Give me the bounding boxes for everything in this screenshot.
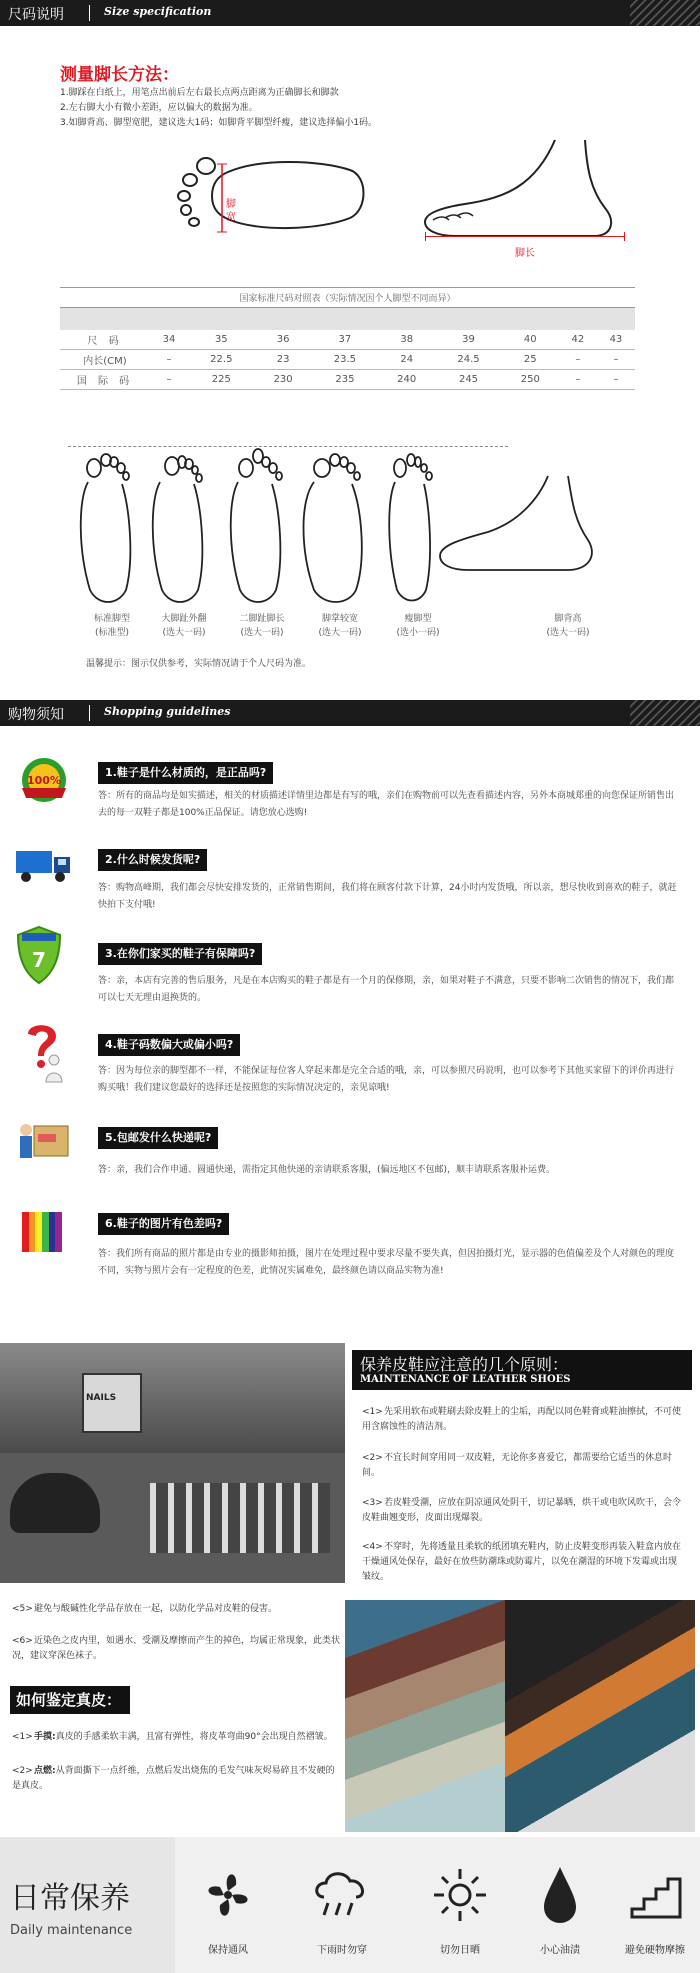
foot-type-wide: 脚掌较宽 (选大一码) [318, 614, 362, 638]
stairs-icon [628, 1869, 684, 1921]
care-rule-4: <4>不穿时，先将透量且柔软的纸团填充鞋内，防止皮鞋变形再装入鞋盒内放在干燥通风处保存，最好在放些防潮珠或防霉片，以免在潮湿的环境下发霉或出现皱纹。 [362, 1542, 682, 1582]
foot-side-illustration [415, 130, 635, 250]
size-table [60, 287, 635, 390]
qa-answer-2: 答：购物高峰期，我们都会尽快安排发货的，正常销售期间，我们将在顾客付款下计算，24小时内发货哦，所以亲，想尽快收到喜欢的鞋子，就赶快拍下支付哦! [98, 883, 677, 910]
size-header-cn: 尺码说明 [8, 7, 64, 23]
measure-steps [60, 86, 660, 131]
measure-step-3: 3.如脚背高、脚型宽肥，建议选大1码；如脚背平脚型纤瘦，建议选择偏小1码。 [60, 118, 378, 128]
care-rule-3: <3>若皮鞋受潮，应放在阴凉通风处阴干，切记暴晒，烘干或电吹风吹干，会令皮鞋曲翘变形，皮面出现爆裂。 [362, 1498, 682, 1523]
maintenance-title-cn: 保养皮鞋应注意的几个原则： [360, 1355, 569, 1374]
foot-type-bunion: 大脚趾外翻 (选大一码) [161, 614, 207, 638]
measure-title: 测量脚长方法： [60, 65, 179, 85]
daily-label-friction: 避免硬物摩擦 [625, 1945, 685, 1956]
color-palette-icon [22, 1212, 62, 1252]
care-rule-2: <2>不宜长时间穿用同一双皮鞋，无论你多喜爱它，都需要给它适当的休息时间。 [362, 1453, 673, 1478]
qa-question-4: 4.鞋子码数偏大或偏小吗? [98, 1034, 240, 1056]
nails-label: NAILS [86, 1393, 117, 1403]
qa-question-3: 3.在你们家买的鞋子有保障吗? [98, 943, 262, 965]
qa-question-6: 6.鞋子的图片有色差吗? [98, 1213, 229, 1235]
footprint-sole-illustration [150, 140, 370, 250]
size-row-size: 尺 码 34 35 36 37 38 39 40 42 43 [60, 330, 635, 350]
shop-header-cn: 购物须知 [8, 707, 64, 723]
daily-label-rain: 下雨时勿穿 [317, 1945, 367, 1956]
seal-text: 100% [27, 774, 61, 787]
guarantee-shield-icon [14, 925, 64, 985]
qa-question-2: 2.什么时候发货呢? [98, 849, 207, 871]
foot-length-label: 脚长 [515, 248, 535, 259]
daily-title-cn: 日常保养 [10, 1881, 130, 1916]
qa-question-5: 5.包邮发什么快递呢? [98, 1127, 218, 1149]
qa-answer-4: 答：因为每位亲的脚型都不一样，不能保证每位客人穿起来都是完全合适的哦，亲，可以参照尺码说明，也可以参考下其他买家留下的评价再进行购买哦！我们建议您最好的选择还是按照您的实际情况决定的，亲见谅哦! [98, 1066, 675, 1093]
size-row-inner-length: 内长(CM) – 22.5 23 23.5 24 24.5 25 – – [60, 350, 635, 370]
qa-answer-6: 答：我们所有商品的照片都是由专业的摄影师拍摄，图片在处理过程中要求尽量不要失真，但因拍摄灯光，显示器的色值偏差及个人对颜色的理度不同，实物与照片会有一定程度的色差，此情况实属难免，最终颜色请以商品实物为准! [98, 1249, 675, 1276]
shield-text: 7 [32, 948, 46, 972]
sun-icon [432, 1867, 488, 1923]
daily-maintenance-bar [0, 1837, 700, 1973]
size-header-en: Size specification [104, 5, 212, 18]
qa-answer-1: 答：所有的商品均是如实描述，相关的材质描述详情里边都是有写的哦，亲们在购物前可以先查看描述内容，另外本商城郑重的向您保证所销售出去的每一双鞋子都是100%正品保证。请您放心选购! [98, 791, 675, 818]
daily-label-oil: 小心油渍 [540, 1945, 580, 1956]
foot-type-high-instep: 脚背高 (选大一码) [546, 614, 590, 638]
care-rule-1: <1>先采用软布或鞋刷去除皮鞋上的尘垢，再配以同色鞋膏或鞋油擦拭，不可使用含腐蚀性的清洁剂。 [362, 1407, 682, 1432]
foot-types-illustration [68, 440, 608, 610]
foot-type-slim: 瘦脚型 (选小一码) [396, 614, 440, 638]
measure-step-1: 1.脚踩在白纸上，用笔点出前后左右最长点两点距离为正确脚长和脚款 [60, 88, 339, 98]
maintenance-title-en: MAINTENANCE OF LEATHER SHOES [360, 1374, 571, 1385]
foot-width-label: 脚宽 [226, 199, 236, 223]
size-table-caption: 国家标准尺码对照表（实际情况因个人脚型不同而异） [60, 288, 635, 308]
qa-answer-5: 答：亲，我们合作申通、圆通快递，需指定其他快递的亲请联系客服，(偏远地区不包邮)，顺丰请联系客服补运费。 [98, 1165, 556, 1175]
courier-box-icon [16, 1112, 72, 1168]
rain-cloud-icon [310, 1867, 374, 1923]
fan-icon [200, 1867, 256, 1923]
foot-type-standard: 标准脚型 (标准型) [93, 614, 130, 638]
care-rule-6: <6>近染色之皮内里，如遇水、受潮及摩擦而产生的掉色，均属正常现象，此类状况，建议穿深色袜子。 [12, 1636, 341, 1661]
daily-label-sun: 切勿日晒 [440, 1945, 480, 1956]
maintenance-title-bar [352, 1350, 692, 1390]
shop-header-en: Shopping guidelines [104, 705, 231, 718]
measure-step-2: 2.左右脚大小有微小差距，应以偏大的数据为准。 [60, 103, 258, 113]
size-row-international: 国 际 码 – 225 230 235 240 245 250 – – [60, 370, 635, 390]
question-person-icon [18, 1020, 68, 1084]
identify-title: 如何鉴定真皮： [10, 1686, 130, 1714]
drop-icon [540, 1865, 580, 1925]
shopping-section-header [0, 700, 700, 726]
foot-type-long-second-toe: 二脚趾脚长 (选大一码) [239, 614, 285, 638]
identify-2: <2>点燃:从背面撕下一点纤维，点燃后发出烧焦的毛发气味灰烬易碎且不发硬的是真皮。 [12, 1766, 335, 1791]
qa-answer-3: 答：亲，本店有完善的售后服务，凡是在本店购买的鞋子都是有一个月的保修期，亲，如果对鞋子不满意，只要不影响二次销售的情况下，我们都可以七天无理由退换货的。 [98, 976, 675, 1003]
size-tip: 温馨提示：图示仅供参考，实际情况请于个人尺码为准。 [86, 659, 312, 669]
workshop-photo [0, 1343, 345, 1583]
daily-title-en: Daily maintenance [10, 1923, 133, 1938]
delivery-truck-icon [14, 845, 74, 885]
qa-question-1: 1.鞋子是什么材质的，是正品吗? [98, 762, 273, 784]
daily-label-ventilate: 保持通风 [208, 1945, 248, 1956]
leather-swatches-photo [345, 1600, 695, 1832]
size-section-header [0, 0, 700, 26]
quality-seal-icon [14, 752, 74, 812]
care-rule-5: <5>避免与酸碱性化学品存放在一起，以防化学品对皮鞋的侵害。 [12, 1604, 278, 1614]
identify-1: <1>手摸:真皮的手感柔软丰满，且富有弹性，将皮革弯曲90°会出现自然褶皱。 [12, 1732, 333, 1742]
